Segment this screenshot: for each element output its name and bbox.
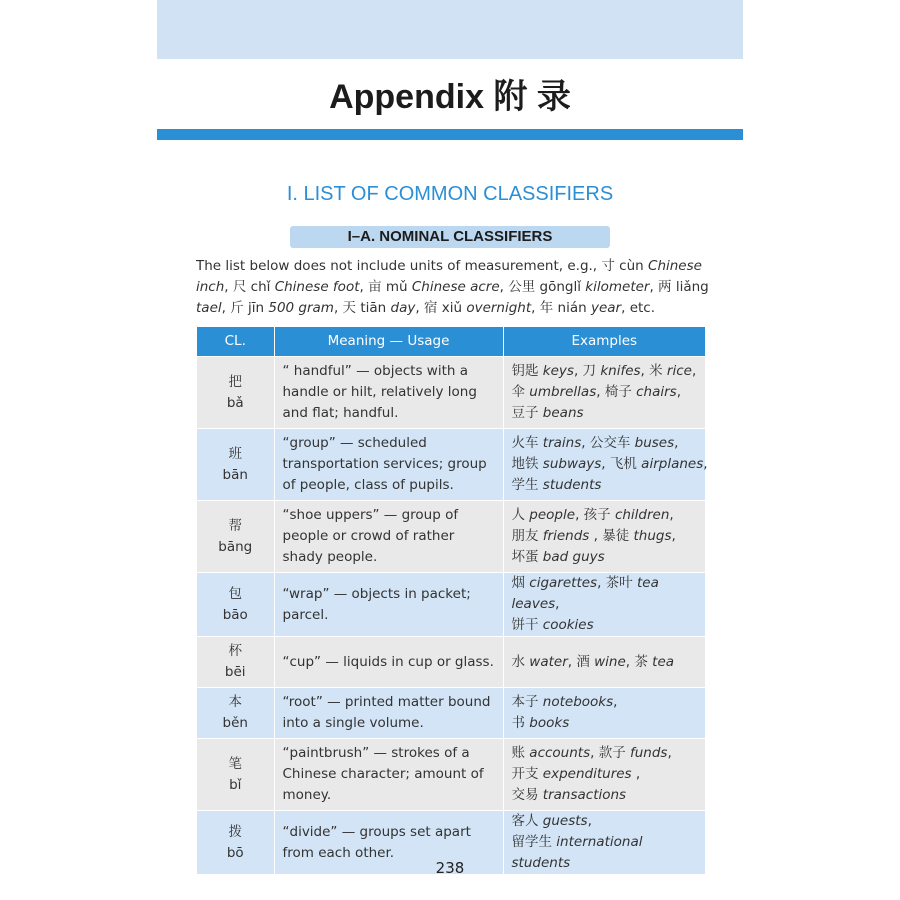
meaning-cell: “group” — scheduled transportation services; group of people, class of pupils.: [274, 429, 503, 501]
example-chinese: , 酒: [567, 653, 595, 670]
example-english: accounts: [529, 745, 591, 761]
example-line: [512, 361, 698, 382]
example-chinese: 钥匙: [511, 363, 543, 379]
example-chinese: 伞: [511, 384, 530, 400]
intro-text: The list below does not include units of measurement, e.g., 寸 cùn: [196, 258, 649, 274]
classifier-cell: [197, 429, 274, 501]
example-chinese: ,: [667, 745, 672, 761]
example-chinese: 朋友: [511, 528, 543, 544]
examples-cell: [503, 573, 705, 637]
intro-text: , 尺 chǐ: [224, 279, 275, 295]
example-chinese: 客人: [511, 813, 543, 829]
example-english: transactions: [542, 787, 627, 803]
example-line: [512, 692, 698, 713]
table-row: [197, 573, 705, 637]
example-line: [512, 382, 698, 403]
example-english: beans: [542, 405, 584, 421]
example-chinese: ,: [671, 528, 676, 544]
example-english: books: [529, 715, 570, 731]
example-chinese: 留学生: [511, 834, 557, 850]
intro-translation: year: [590, 300, 622, 316]
example-chinese: 地铁: [511, 456, 543, 472]
classifier-pinyin: bǐ: [229, 776, 242, 793]
example-english: water: [529, 653, 568, 670]
page-number: 238: [435, 859, 465, 877]
example-english: tea: [652, 653, 675, 670]
examples-cell: [503, 357, 705, 429]
intro-text: , 宿 xiǔ: [415, 300, 467, 316]
example-chinese: , 椅子: [596, 384, 637, 400]
classifier-pinyin: bō: [226, 844, 244, 861]
classifier-cell: [197, 573, 274, 637]
intro-translation: overnight: [466, 300, 532, 316]
example-english: knifes: [600, 363, 641, 379]
book-page: [157, 0, 743, 900]
example-english: students: [542, 477, 602, 493]
example-line: [512, 764, 698, 785]
example-chinese: 火车: [511, 435, 543, 451]
example-english: trains: [542, 435, 582, 451]
example-english: rice: [666, 363, 692, 379]
table-row: [197, 688, 705, 739]
example-chinese: , 款子: [590, 745, 630, 761]
intro-translation: Chinese inch: [196, 258, 702, 295]
intro-text: , 亩 mǔ: [359, 279, 412, 295]
example-chinese: 交易: [511, 787, 543, 803]
example-chinese: ,: [676, 384, 682, 400]
classifier-character: 杯: [228, 643, 242, 659]
example-english: funds: [630, 745, 668, 761]
classifier-character: 班: [228, 445, 242, 462]
example-chinese: ,: [674, 435, 679, 451]
example-chinese: ,: [631, 766, 641, 782]
intro-translation: day: [390, 300, 416, 316]
table-row: [197, 429, 705, 501]
example-chinese: 学生: [511, 477, 543, 493]
example-line: [512, 547, 698, 568]
meaning-cell: “ handful” — objects with a handle or hilt, relatively long and flat; handful.: [274, 357, 503, 429]
example-line: [512, 713, 698, 734]
subsection-banner: I–A. NOMINAL CLASSIFIERS: [290, 226, 610, 248]
example-line: [512, 526, 698, 547]
intro-translation: tael: [196, 300, 222, 316]
example-english: guests: [542, 813, 588, 829]
table-row: [197, 357, 705, 429]
classifier-cell: [197, 501, 274, 573]
classifier-character: 笔: [228, 755, 242, 772]
example-chinese: , 刀: [573, 363, 601, 379]
example-english: tea leaves: [511, 575, 659, 612]
example-chinese: , 暴徒: [589, 528, 634, 544]
example-line: [511, 454, 708, 475]
table-body: [197, 357, 708, 875]
meaning-cell: “paintbrush” — strokes of a Chinese character; amount of money.: [274, 739, 503, 811]
meaning-cell: “root” — printed matter bound into a single volume.: [274, 688, 503, 739]
example-chinese: , 孩子: [575, 507, 615, 523]
example-chinese: ,: [587, 813, 592, 829]
classifier-character: 本: [228, 694, 242, 710]
example-english: keys: [542, 363, 574, 379]
example-line: [512, 615, 698, 636]
example-english: chairs: [636, 384, 677, 400]
example-chinese: 开支: [511, 766, 543, 782]
classifier-pinyin: bāo: [222, 606, 248, 623]
example-chinese: , 茶: [625, 653, 653, 670]
intro-paragraph: [196, 256, 712, 319]
examples-cell: [503, 429, 708, 501]
column-header-meaning: Meaning — Usage: [274, 327, 503, 357]
example-line: [512, 652, 698, 673]
intro-text: , 斤 jīn: [221, 300, 269, 316]
classifier-pinyin: bān: [222, 466, 248, 483]
classifier-pinyin: bēi: [224, 664, 246, 680]
example-chinese: , 米: [640, 363, 667, 379]
example-line: [512, 505, 698, 526]
intro-translation: kilometer: [585, 279, 650, 295]
classifier-cell: [197, 688, 274, 739]
example-chinese: , 茶叶: [597, 575, 637, 591]
example-english: people: [529, 507, 576, 523]
example-chinese: 书: [511, 715, 530, 731]
classifier-cell: [197, 357, 274, 429]
example-english: cookies: [542, 617, 594, 633]
classifier-pinyin: bǎ: [226, 394, 244, 411]
example-english: umbrellas: [529, 384, 597, 400]
classifier-cell: [197, 739, 274, 811]
example-chinese: ,: [691, 363, 697, 379]
meaning-cell: “shoe uppers” — group of people or crowd of rather shady people.: [274, 501, 503, 573]
classifier-pinyin: běn: [222, 715, 248, 731]
example-english: expenditures: [542, 766, 632, 782]
example-chinese: 烟: [511, 575, 530, 591]
table-row: [197, 501, 705, 573]
intro-translation: Chinese acre: [411, 279, 500, 295]
table-row: [197, 739, 705, 811]
example-chinese: 本子: [511, 694, 543, 710]
example-english: friends: [542, 528, 590, 544]
intro-text: , 年 nián: [531, 300, 591, 316]
example-chinese: 饼干: [511, 617, 543, 633]
classifier-table: [197, 327, 708, 874]
example-line: [512, 785, 698, 806]
example-english: international students: [511, 834, 643, 871]
example-english: children: [614, 507, 670, 523]
example-line: [512, 433, 698, 454]
classifier-character: 包: [228, 585, 242, 602]
page-title: Appendix 附 录: [329, 78, 571, 116]
example-line: [512, 573, 698, 615]
example-chinese: 豆子: [511, 405, 543, 421]
intro-text: , 公里 gōnglǐ: [499, 279, 586, 295]
intro-text: , 天 tiān: [333, 300, 391, 316]
example-line: [512, 811, 698, 832]
section-title: I. LIST OF COMMON CLASSIFIERS: [286, 183, 614, 205]
example-chinese: , 飞机: [601, 456, 642, 472]
example-english: buses: [634, 435, 675, 451]
example-chinese: ,: [555, 596, 560, 612]
examples-cell: [503, 688, 705, 739]
classifier-pinyin: bāng: [218, 538, 253, 555]
example-english: thugs: [633, 528, 672, 544]
example-english: subways: [542, 456, 602, 472]
intro-translation: 500 gram: [268, 300, 334, 316]
example-line: [512, 403, 698, 424]
intro-text: , 两 liǎng: [649, 279, 709, 295]
example-chinese: , 公交车: [581, 435, 635, 451]
example-chinese: ,: [613, 694, 618, 710]
intro-text: , etc.: [621, 300, 656, 316]
example-line: [512, 743, 698, 764]
example-chinese: 坏蛋: [511, 549, 543, 565]
column-header-cl: CL.: [197, 327, 274, 357]
meaning-cell: “wrap” — objects in packet; parcel.: [274, 573, 503, 637]
example-chinese: ,: [703, 456, 708, 472]
example-english: airplanes: [641, 456, 704, 472]
example-chinese: 水: [511, 653, 530, 670]
example-english: wine: [594, 653, 626, 670]
classifier-character: 帮: [228, 517, 242, 534]
classifier-character: 拨: [228, 823, 242, 840]
example-chinese: ,: [669, 507, 674, 523]
header-band: [157, 0, 743, 59]
example-english: bad guys: [542, 549, 605, 565]
classifier-character: 把: [228, 373, 242, 390]
classifier-cell: [197, 637, 274, 688]
example-chinese: 人: [511, 507, 530, 523]
intro-translation: Chinese foot: [274, 279, 360, 295]
example-chinese: 账: [511, 745, 530, 761]
examples-cell: [503, 637, 705, 688]
examples-cell: [503, 739, 705, 811]
meaning-cell: “divide” — groups set apart from each other.: [274, 811, 503, 875]
title-rule: [157, 129, 743, 140]
table-row: [197, 637, 705, 688]
column-header-examples: Examples: [503, 327, 705, 357]
example-line: [512, 475, 698, 496]
example-english: notebooks: [542, 694, 614, 710]
examples-cell: [503, 501, 705, 573]
example-english: cigarettes: [529, 575, 598, 591]
table-header-row: [197, 327, 705, 357]
meaning-cell: “cup” — liquids in cup or glass.: [274, 637, 503, 688]
